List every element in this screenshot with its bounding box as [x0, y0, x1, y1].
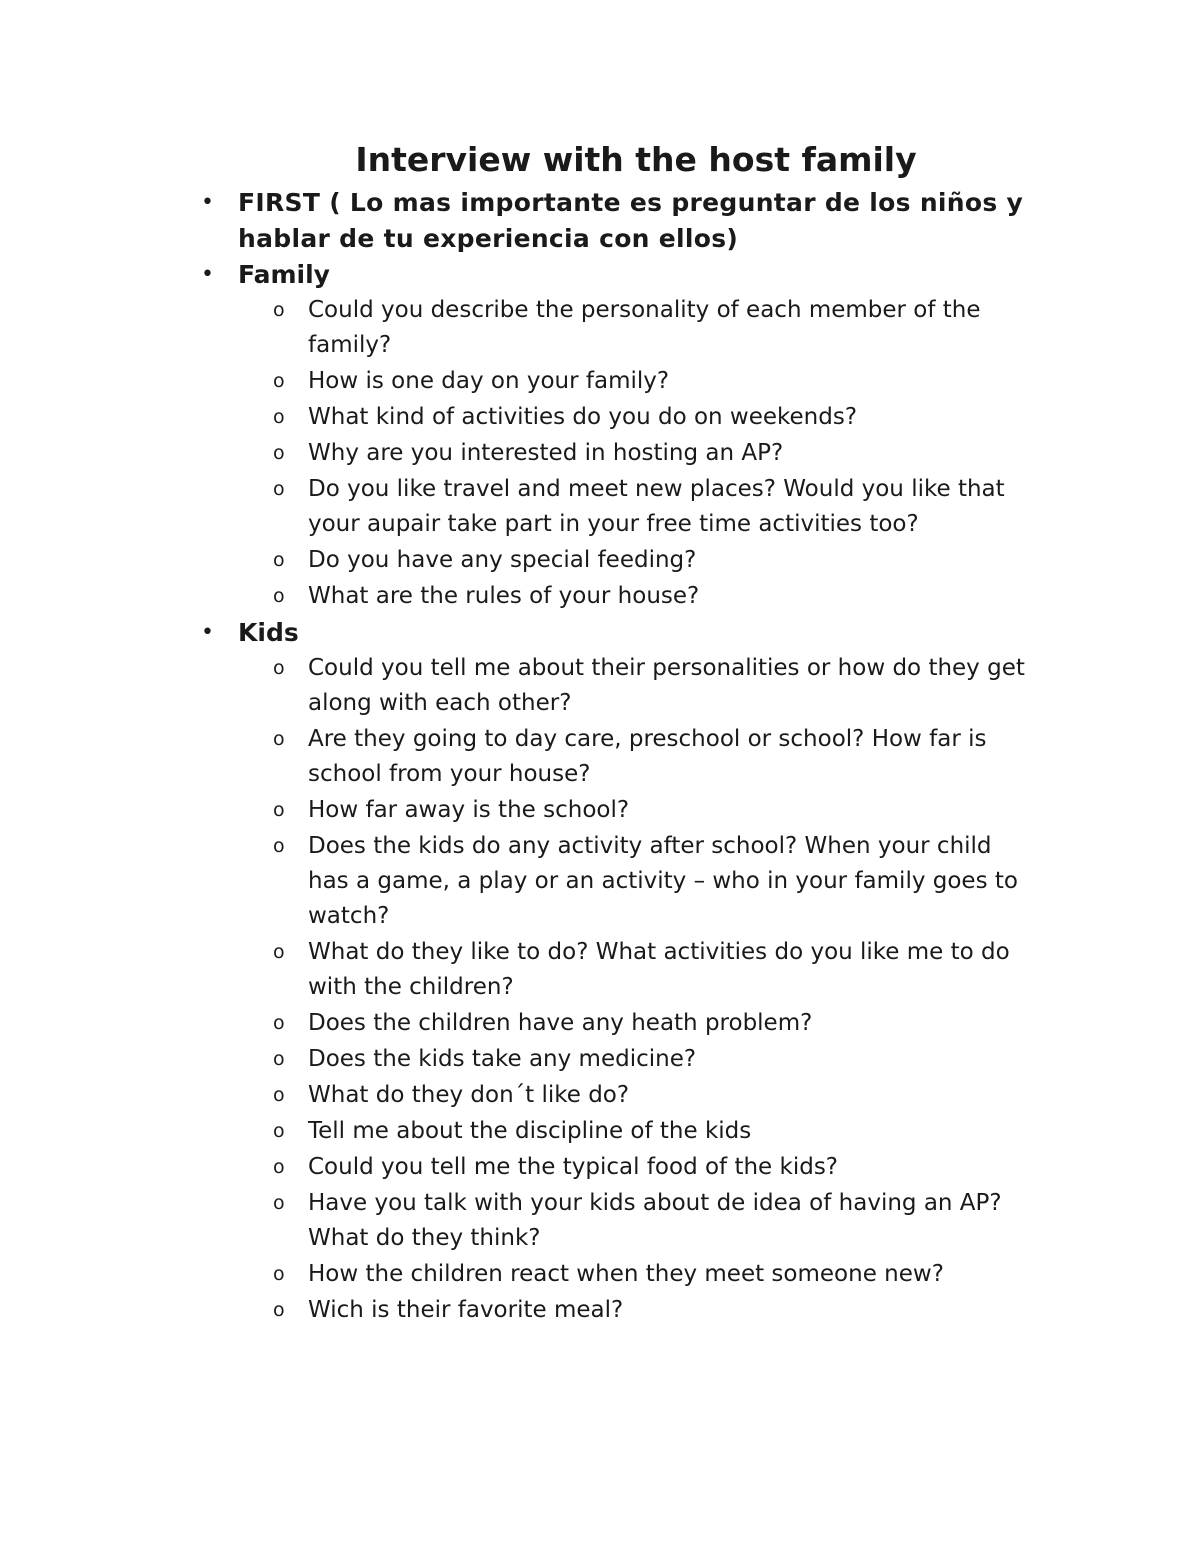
- circle-bullet-icon: o: [273, 1156, 285, 1178]
- circle-bullet-icon: o: [273, 549, 285, 571]
- list-item: [273, 1042, 1038, 1077]
- section-first: [195, 185, 1045, 257]
- list-item: [273, 829, 1038, 934]
- section-heading-family: Family: [238, 260, 330, 289]
- question-text: Have you talk with your kids about de idea of having an AP? What do they think?: [308, 1190, 1002, 1251]
- question-text: Wich is their favorite meal?: [308, 1297, 624, 1323]
- circle-bullet-icon: o: [273, 1299, 285, 1321]
- circle-bullet-icon: o: [273, 1263, 285, 1285]
- question-text: Does the kids take any medicine?: [308, 1046, 697, 1072]
- question-text: Does the kids do any activity after school? When your child has a game, a play or an activity – who in your family goes to watch?: [308, 833, 1018, 929]
- question-text: Why are you interested in hosting an AP?: [308, 440, 784, 466]
- question-text: Tell me about the discipline of the kids: [308, 1118, 752, 1144]
- bullet-icon: •: [201, 620, 214, 645]
- question-text: Do you like travel and meet new places? Would you like that your aupair take part in your free time activities too?: [308, 476, 1005, 537]
- question-text: Do you have any special feeding?: [308, 547, 697, 573]
- circle-bullet-icon: o: [273, 799, 285, 821]
- section-heading-first: FIRST ( Lo mas importante es preguntar de los niños y hablar de tu experiencia con ellos): [238, 188, 1024, 253]
- question-text: How is one day on your family?: [308, 368, 670, 394]
- document-title: Interview with the host family: [355, 140, 917, 179]
- circle-bullet-icon: o: [273, 406, 285, 428]
- list-item: [273, 651, 1038, 721]
- circle-bullet-icon: o: [273, 370, 285, 392]
- list-item: [273, 436, 1038, 471]
- question-text: Could you tell me about their personalities or how do they get along with each other?: [308, 655, 1025, 716]
- list-item: [273, 1006, 1038, 1041]
- list-item: [273, 579, 1038, 614]
- question-text: Could you tell me the typical food of the kids?: [308, 1154, 839, 1180]
- list-item: [273, 293, 1038, 363]
- circle-bullet-icon: o: [273, 835, 285, 857]
- list-item: [273, 1257, 1038, 1292]
- circle-bullet-icon: o: [273, 478, 285, 500]
- list-item: [273, 543, 1038, 578]
- question-text: What do they don´t like do?: [308, 1082, 630, 1108]
- circle-bullet-icon: o: [273, 657, 285, 679]
- question-text: Could you describe the personality of each member of the family?: [308, 297, 981, 358]
- list-item: [273, 400, 1038, 435]
- list-item: [273, 1293, 1038, 1328]
- list-item: [273, 1078, 1038, 1113]
- circle-bullet-icon: o: [273, 1012, 285, 1034]
- circle-bullet-icon: o: [273, 941, 285, 963]
- section-family: [195, 257, 1045, 614]
- kids-question-list: [238, 651, 1045, 1328]
- list-item: [273, 793, 1038, 828]
- circle-bullet-icon: o: [273, 728, 285, 750]
- circle-bullet-icon: o: [273, 1048, 285, 1070]
- list-item: [273, 935, 1038, 1005]
- section-heading-kids: Kids: [238, 618, 299, 647]
- question-text: What kind of activities do you do on weekends?: [308, 404, 858, 430]
- list-item: [273, 1114, 1038, 1149]
- question-text: Does the children have any heath problem?: [308, 1010, 813, 1036]
- circle-bullet-icon: o: [273, 585, 285, 607]
- list-item: [273, 472, 1038, 542]
- family-question-list: [238, 293, 1045, 614]
- bullet-icon: •: [201, 262, 214, 287]
- question-text: How the children react when they meet someone new?: [308, 1261, 944, 1287]
- list-item: [273, 1150, 1038, 1185]
- list-item: [273, 722, 1038, 792]
- circle-bullet-icon: o: [273, 1084, 285, 1106]
- question-text: What are the rules of your house?: [308, 583, 700, 609]
- circle-bullet-icon: o: [273, 1192, 285, 1214]
- section-list: [195, 185, 1045, 1329]
- bullet-icon: •: [201, 190, 214, 215]
- list-item: [273, 364, 1038, 399]
- question-text: How far away is the school?: [308, 797, 630, 823]
- circle-bullet-icon: o: [273, 442, 285, 464]
- list-item: [273, 1186, 1038, 1256]
- section-kids: [195, 615, 1045, 1328]
- circle-bullet-icon: o: [273, 1120, 285, 1142]
- question-text: Are they going to day care, preschool or school? How far is school from your house?: [308, 726, 987, 787]
- circle-bullet-icon: o: [273, 299, 285, 321]
- question-text: What do they like to do? What activities do you like me to do with the children?: [308, 939, 1010, 1000]
